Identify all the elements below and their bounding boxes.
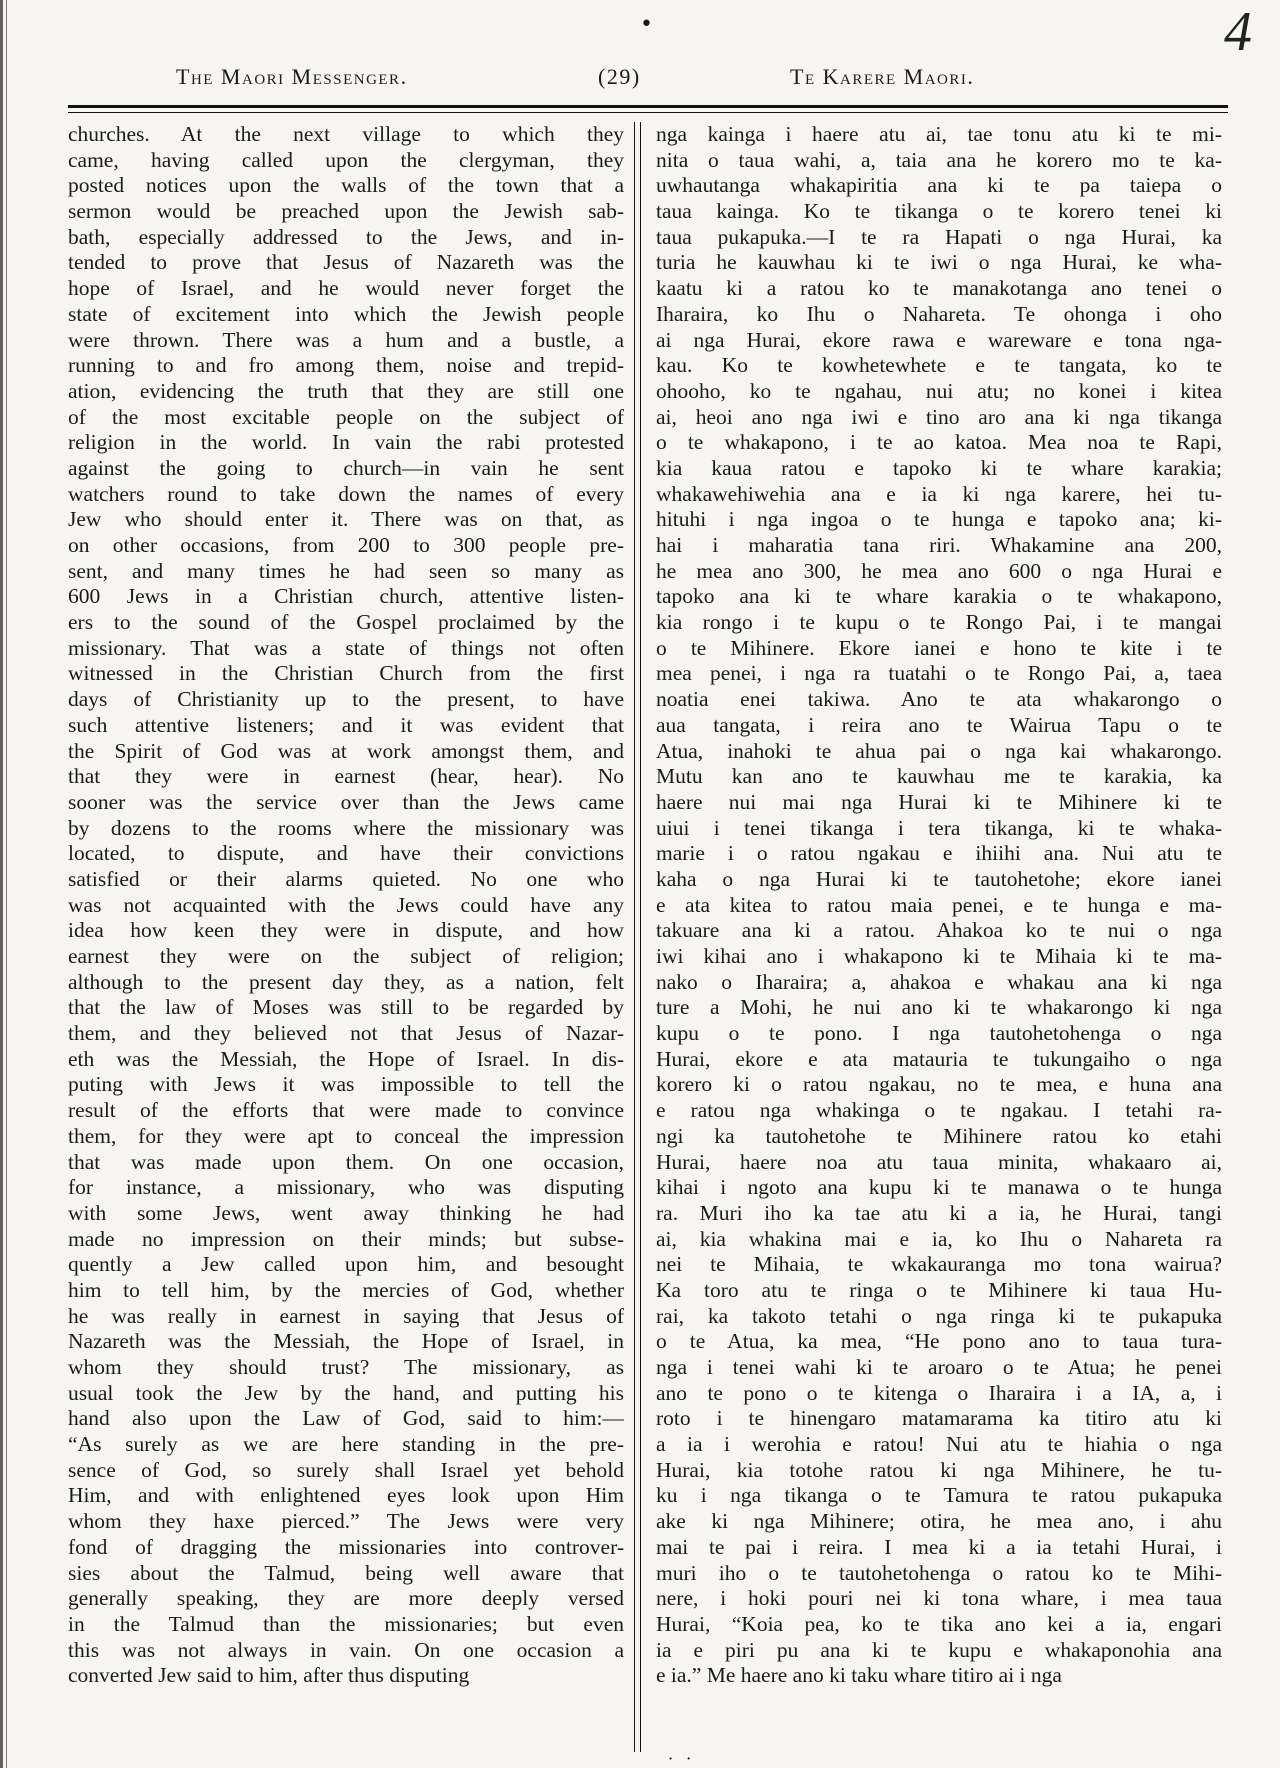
english-text-line: quently a Jew called upon him, and besought bbox=[68, 1252, 624, 1277]
english-text-line: against the going to church—in vain he sent bbox=[68, 455, 624, 480]
maori-text-line: kupu o te pono. I nga tautohetohenga o nga bbox=[656, 1021, 1222, 1046]
column-divider bbox=[634, 122, 635, 1752]
english-text-line: whom they haxe pierced.” The Jews were very bbox=[68, 1509, 624, 1534]
english-text-line: in the Talmud than the missionaries; but even bbox=[68, 1611, 624, 1636]
english-text-line: Him, and with enlightened eyes look upon Him bbox=[68, 1483, 624, 1508]
maori-text-line: ra. Muri iho ka tae atu ki a ia, he Hurai, tangi bbox=[656, 1200, 1222, 1225]
maori-column bbox=[656, 122, 1222, 1752]
maori-text-line: nei te Mihaia, te wkakauranga mo tona wairua? bbox=[656, 1252, 1222, 1277]
maori-text-line: Hurai, ekore e ata matauria te tukungaiho o nga bbox=[656, 1046, 1222, 1071]
english-text-line: eth was the Messiah, the Hope of Israel. In dis- bbox=[68, 1046, 624, 1071]
maori-text-line: hai i maharatia tana riri. Whakamine ana 200, bbox=[656, 533, 1222, 557]
maori-text-line: ake ki nga Mihinere; otira, he mea ano, i ahu bbox=[656, 1509, 1222, 1534]
maori-text-line: rai, ka takoto tetahi o nga ringa ki te pukapuka bbox=[656, 1303, 1222, 1328]
english-text-line: puting with Jews it was impossible to tell the bbox=[68, 1072, 624, 1097]
english-text-line: result of the efforts that were made to convince bbox=[68, 1098, 624, 1123]
english-text-line: generally speaking, they are more deeply versed bbox=[68, 1586, 624, 1611]
english-text-line: this was not always in vain. On one occasion a bbox=[68, 1637, 624, 1662]
english-text-line: by dozens to the rooms where the missionary was bbox=[68, 815, 624, 840]
english-column bbox=[68, 122, 624, 1752]
maori-text-line: nga kainga i haere atu ai, tae tonu atu ki te mi- bbox=[656, 122, 1222, 146]
maori-text-line: noatia enei takiwa. Ano te ata whakarongo o bbox=[656, 687, 1222, 712]
maori-text-line: kaha o nga Hurai ki te tautohetohe; ekore ianei bbox=[656, 866, 1222, 891]
maori-text-line: ai nga Hurai, ekore rawa e wareware e tona nga- bbox=[656, 327, 1222, 352]
english-text-line: Nazareth was the Messiah, the Hope of Israel, in bbox=[68, 1329, 624, 1354]
english-text-line: sooner was the service over than the Jews came bbox=[68, 789, 624, 814]
english-text-line: posted notices upon the walls of the town that a bbox=[68, 173, 624, 198]
maori-text-line: a ia i werohia e ratou! Nui atu te hiahia o nga bbox=[656, 1432, 1222, 1457]
english-text-line: located, to dispute, and have their convictions bbox=[68, 841, 624, 866]
english-text-line: witnessed in the Christian Church from the first bbox=[68, 661, 624, 686]
english-text-line: idea how keen they were in dispute, and how bbox=[68, 918, 624, 943]
english-text-line: that was made upon them. On one occasion, bbox=[68, 1149, 624, 1174]
maori-text-line: Ka toro atu te ringa o te Mihinere ki taua Hu- bbox=[656, 1277, 1222, 1302]
english-text-line: them, and they believed not that Jesus of Nazar- bbox=[68, 1021, 624, 1046]
english-text-line: hope of Israel, and he would never forget the bbox=[68, 276, 624, 301]
english-text-line: were thrown. There was a hum and a bustle, a bbox=[68, 327, 624, 352]
english-text-line: made no impression on their minds; but subse- bbox=[68, 1226, 624, 1251]
english-text-line: that the law of Moses was still to be regarded by bbox=[68, 995, 624, 1020]
header-maori-title: Te Karere Maori. bbox=[790, 64, 975, 89]
english-text-line: earnest they were on the subject of religion; bbox=[68, 944, 624, 968]
english-text-line: them, for they were apt to conceal the impression bbox=[68, 1123, 624, 1148]
maori-text-line: o te whakapono, i te ao katoa. Mea noa te Rapi, bbox=[656, 430, 1222, 455]
column-divider bbox=[640, 122, 641, 1752]
maori-text-line: roto i te hinengaro matamarama ka titiro atu ki bbox=[656, 1406, 1222, 1431]
english-text-line: sence of God, so surely shall Israel yet behold bbox=[68, 1457, 624, 1482]
english-text-line: 600 Jews in a Christian church, attentive listen- bbox=[68, 584, 624, 609]
maori-text-line: nere, i hoki pouri nei ki tona whare, i mea taua bbox=[656, 1586, 1222, 1611]
maori-text-line: uiui i tenei tikanga i tera tikanga, ki te whaka- bbox=[656, 815, 1222, 840]
english-text-line: satisfied or their alarms quieted. No one who bbox=[68, 866, 624, 891]
article-body bbox=[68, 122, 1228, 1752]
ink-dot: • bbox=[640, 12, 653, 37]
maori-text-line: kihai i ngoto ana kupu ki te manawa o te hunga bbox=[656, 1175, 1222, 1200]
maori-text-line: takuare ana ki a ratou. Ahakoa ko te nui o nga bbox=[656, 918, 1222, 943]
english-text-line: hand also upon the Law of God, said to him:— bbox=[68, 1406, 624, 1431]
maori-text-line: hituhi i nga ingoa o te hunga e tapoko ana; ki- bbox=[656, 507, 1222, 532]
english-text-line: ation, evidencing the truth that they are still one bbox=[68, 378, 624, 403]
maori-text-line: tapoko ana ki te whare karakia o te whakapono, bbox=[656, 584, 1222, 609]
maori-text-line: e ia.” Me haere ano ki taku whare titiro ai i nga bbox=[656, 1663, 1062, 1688]
english-text-line: days of Christianity up to the present, to have bbox=[68, 687, 624, 712]
english-text-line: the Spirit of God was at work amongst them, and bbox=[68, 738, 624, 763]
english-text-line: “As surely as we are here standing in the pre- bbox=[68, 1432, 624, 1457]
maori-text-line: ia e piri pu ana ki te kupu e whakaponohia ana bbox=[656, 1637, 1222, 1662]
english-text-line: fond of dragging the missionaries into controver- bbox=[68, 1534, 624, 1559]
maori-text-line: whakawehiwehia ana e ia ki nga karere, hei tu- bbox=[656, 481, 1222, 506]
maori-text-line: nako o Iharaira; a, ahakoa e whakau ana ki nga bbox=[656, 969, 1222, 994]
english-text-line: him to tell him, by the mercies of God, whether bbox=[68, 1277, 624, 1302]
maori-text-line: Hurai, “Koia pea, ko te tika ano kei a ia, engari bbox=[656, 1611, 1222, 1636]
english-text-line: for instance, a missionary, who was disputing bbox=[68, 1175, 624, 1200]
maori-text-line: ai, heoi ano nga iwi e tino aro ana ki nga tikanga bbox=[656, 404, 1222, 429]
maori-text-line: mai te pai i reira. I mea ki a ia tetahi Hurai, i bbox=[656, 1534, 1222, 1559]
maori-text-line: Atua, inahoki te ahua pai o nga kai whakarongo. bbox=[656, 738, 1222, 763]
handwritten-page-number: 4 bbox=[1224, 1, 1252, 63]
header-rule-thin bbox=[68, 112, 1228, 113]
maori-text-line: haere nui mai nga Hurai ki te Mihinere ki te bbox=[656, 789, 1222, 814]
maori-text-line: nga i tenei wahi ki te aroaro o te Atua; he penei bbox=[656, 1355, 1222, 1379]
header-rule-thick bbox=[68, 105, 1228, 108]
header-english-title: The Maori Messenger. bbox=[176, 64, 408, 89]
bottom-ink-marks: · · bbox=[668, 1749, 696, 1768]
maori-text-line: kia kaua ratou e tapoko ki te whare karakia; bbox=[656, 455, 1222, 480]
maori-text-line: iwi kihai ano i whakapono ki te Mihaia ki te ma- bbox=[656, 944, 1222, 968]
maori-text-line: marie i o ratou ngakau e ihiihi ana. Nui atu te bbox=[656, 841, 1222, 866]
english-text-line: although to the present day they, as a nation, felt bbox=[68, 969, 624, 994]
english-text-line: was not acquainted with the Jews could have any bbox=[68, 892, 624, 917]
header-page-number: (29) bbox=[598, 64, 641, 89]
maori-text-line: o te Mihinere. Ekore ianei e hono te kite i te bbox=[656, 635, 1222, 660]
english-text-line: such attentive listeners; and it was evident that bbox=[68, 712, 624, 737]
maori-text-line: uwhautanga whakapiritia ana ki te pa taiepa o bbox=[656, 173, 1222, 198]
scan-binding-edge bbox=[0, 0, 14, 1768]
maori-text-line: he mea ano 300, he mea ano 600 o nga Hurai e bbox=[656, 558, 1222, 583]
running-header bbox=[68, 64, 1228, 98]
english-text-line: missionary. That was a state of things not often bbox=[68, 635, 624, 660]
english-text-line: he was really in earnest in saying that Jesus of bbox=[68, 1303, 624, 1328]
english-text-line: religion in the world. In vain the rabi protested bbox=[68, 430, 624, 455]
maori-text-line: turia he kauwhau ki te iwi o nga Hurai, ke wha- bbox=[656, 250, 1222, 275]
english-text-line: churches. At the next village to which they bbox=[68, 122, 624, 146]
english-text-line: converted Jew said to him, after thus disputing bbox=[68, 1663, 470, 1688]
english-text-line: that they were in earnest (hear, hear). No bbox=[68, 764, 624, 789]
maori-text-line: kia rongo i te kupu o te Rongo Pai, i te mangai bbox=[656, 610, 1222, 635]
maori-text-line: ku i nga tikanga o te Tamura te ratou pukapuka bbox=[656, 1483, 1222, 1508]
english-text-line: tended to prove that Jesus of Nazareth was the bbox=[68, 250, 624, 275]
english-text-line: of the most excitable people on the subject of bbox=[68, 404, 624, 429]
english-text-line: sies about the Talmud, being well aware that bbox=[68, 1560, 624, 1585]
maori-text-line: e ratou nga whakinga o te ngakau. I tetahi ra- bbox=[656, 1098, 1222, 1123]
maori-text-line: korero ki o ratou ngakau, no te mea, e huna ana bbox=[656, 1072, 1222, 1097]
maori-text-line: mea penei, i nga ra tuatahi o te Rongo Pai, a, taea bbox=[656, 661, 1222, 686]
english-text-line: with some Jews, went away thinking he had bbox=[68, 1200, 624, 1225]
english-text-line: running to and fro among them, noise and trepid- bbox=[68, 353, 624, 378]
maori-text-line: Hurai, haere noa atu taua minita, whakaaro ai, bbox=[656, 1149, 1222, 1174]
maori-text-line: e ata kitea to ratou maia penei, e te hunga e ma- bbox=[656, 892, 1222, 917]
english-text-line: Jew who should enter it. There was on that, as bbox=[68, 507, 624, 532]
maori-text-line: Iharaira, ko Ihu o Nahareta. Te ohonga i oho bbox=[656, 301, 1222, 326]
maori-text-line: kaatu ki a ratou ko te manakotanga ano tenei o bbox=[656, 276, 1222, 301]
english-text-line: on other occasions, from 200 to 300 people pre- bbox=[68, 533, 624, 557]
english-text-line: ers to the sound of the Gospel proclaimed by the bbox=[68, 610, 624, 635]
english-text-line: sent, and many times he had seen so many as bbox=[68, 558, 624, 583]
english-text-line: came, having called upon the clergyman, they bbox=[68, 147, 624, 172]
maori-text-line: ohooho, ko te ngahau, nui atu; no konei i kitea bbox=[656, 378, 1222, 403]
english-text-line: whom they should trust? The missionary, as bbox=[68, 1355, 624, 1379]
maori-text-line: Mutu kan ano te kauwhau me te karakia, ka bbox=[656, 764, 1222, 789]
maori-text-line: ai, kia whakina mai e ia, ko Ihu o Nahareta ra bbox=[656, 1226, 1222, 1251]
maori-text-line: ano te pono o te kitenga o Iharaira i a IA, a, i bbox=[656, 1380, 1222, 1405]
maori-text-line: ture a Mohi, he nui ano ki te whakarongo ki nga bbox=[656, 995, 1222, 1020]
maori-text-line: taua kainga. Ko te tikanga o te korero tenei ki bbox=[656, 199, 1222, 224]
maori-text-line: Hurai, kia totohe ratou ki nga Mihinere, he tu- bbox=[656, 1457, 1222, 1482]
english-text-line: sermon would be preached upon the Jewish sab- bbox=[68, 199, 624, 224]
maori-text-line: ngi ka tautohetohe te Mihinere ratou ko etahi bbox=[656, 1123, 1222, 1148]
maori-text-line: aua tangata, i reira ano te Wairua Tapu o te bbox=[656, 712, 1222, 737]
english-text-line: bath, especially addressed to the Jews, and in- bbox=[68, 224, 624, 249]
english-text-line: state of excitement into which the Jewish people bbox=[68, 301, 624, 326]
maori-text-line: taua pukapuka.—I te ra Hapati o nga Hurai, ka bbox=[656, 224, 1222, 249]
maori-text-line: nita o taua wahi, a, taia ana he korero mo te ka- bbox=[656, 147, 1222, 172]
english-text-line: usual took the Jew by the hand, and putting his bbox=[68, 1380, 624, 1405]
english-text-line: watchers round to take down the names of every bbox=[68, 481, 624, 506]
maori-text-line: o te Atua, ka mea, “He pono ano to taua tura- bbox=[656, 1329, 1222, 1354]
maori-text-line: kau. Ko te kowhetewhete e te tangata, ko te bbox=[656, 353, 1222, 378]
maori-text-line: muri iho o te tautohetohenga o ratou ko te Mihi- bbox=[656, 1560, 1222, 1585]
